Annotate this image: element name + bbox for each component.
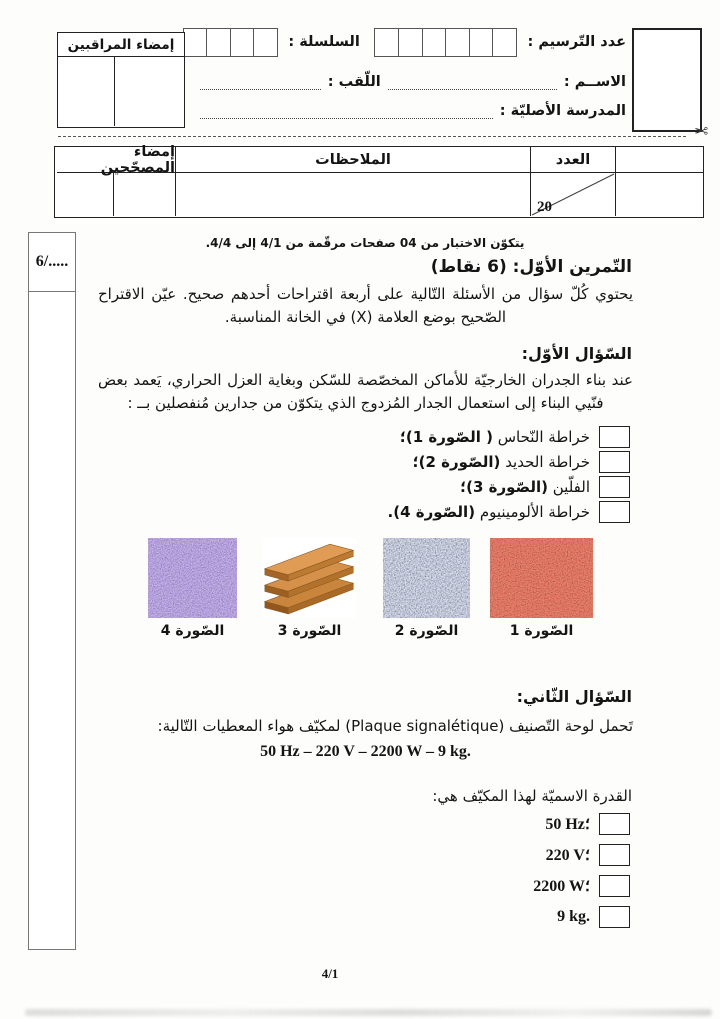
page-number: 4/1: [321, 966, 339, 981]
iron-shavings-photo: [383, 538, 470, 618]
q2-option-2: [533, 844, 630, 865]
remarks-cell[interactable]: [175, 173, 530, 216]
marks-empty-cell[interactable]: [615, 173, 703, 216]
corrector-signature-cell-1[interactable]: [57, 173, 114, 216]
invigilator-signature-cell-2[interactable]: [115, 57, 184, 126]
q1-option-4-ref: (الصّورة 4).: [387, 502, 476, 521]
q2-option-3-checkbox[interactable]: [599, 875, 630, 897]
pages-note: يتكوّن الاختبار من 04 صفحات مرقّمة من 4/1 إلى 4/4.: [205, 236, 525, 250]
surname-label: اللّقب :: [327, 74, 381, 90]
name-label: الاســم :: [563, 74, 626, 90]
name-row: [200, 70, 626, 94]
invigilator-signature-cell-1[interactable]: [58, 57, 115, 126]
marks-col-correctors: إمضاء المصحّحين: [57, 147, 175, 173]
q2-option-1-label: 50 Hz؛: [545, 815, 590, 833]
surname-input-line[interactable]: [200, 74, 321, 90]
q1-option-2: [388, 451, 630, 472]
q2-option-3-label: 2200 W؛: [533, 877, 590, 895]
q1-option-1-label: خراطة النّحاس: [497, 427, 590, 446]
q2-option-2-label: 220 V؛: [545, 846, 590, 864]
figure-1: [490, 538, 593, 639]
registration-digit-boxes[interactable]: [376, 28, 518, 57]
scan-smudge: [25, 1009, 712, 1016]
figure-2: [383, 538, 470, 639]
q1-option-3: [388, 476, 630, 497]
series-label: السلسلة :: [288, 34, 360, 50]
question2-text: تَحمل لوحة التّصنيف (Plaque signalétique) لمكيّف هواء المعطيات التّالية:: [157, 717, 633, 735]
total-mark: 20: [537, 199, 552, 215]
q1-option-4-label: خراطة الألومينيوم: [479, 502, 590, 521]
q1-option-4-checkbox[interactable]: [599, 501, 630, 523]
copper-shavings-photo: [490, 538, 593, 618]
aluminium-shavings-photo: [148, 538, 237, 618]
school-row: [200, 99, 626, 123]
series-digit-boxes[interactable]: [184, 28, 278, 57]
corrector-signature-cell-2[interactable]: [114, 173, 175, 216]
figure-4-label: الصّورة 4: [160, 623, 225, 639]
question2-title: السّؤال الثّاني:: [516, 687, 632, 706]
q1-option-1-ref: ( الصّورة 1)؛: [399, 427, 493, 446]
q1-option-2-ref: (الصّورة 2)؛: [412, 452, 501, 471]
q1-option-3-ref: (الصّورة 3)؛: [460, 477, 548, 496]
q2-option-4-checkbox[interactable]: [599, 906, 630, 928]
marks-table: [54, 143, 704, 218]
cork-panels-photo: [263, 538, 356, 618]
school-input-line[interactable]: [200, 103, 493, 119]
q2-option-3: [533, 875, 630, 896]
mark-total-cell[interactable]: [530, 173, 615, 216]
nameplate-data-line: 50 Hz – 220 V – 2200 W – 9 kg.: [260, 743, 471, 760]
figure-3: [263, 538, 356, 639]
exercise-score-box[interactable]: 6/.....: [29, 233, 75, 292]
q1-option-3-checkbox[interactable]: [599, 476, 630, 498]
question1-text: عند بناء الجدران الخارجيّة للأماكن المخصّصة للسّكن وبغاية العزل الحراري، يَعمد بعض فنّيي البناء إلى استعمال الجدار المُزدوج الذي يتكوّن من جدارين مُنفصلين بــ :: [98, 371, 633, 413]
name-input-line[interactable]: [388, 74, 557, 90]
registration-label: عدد التّرسيم :: [527, 34, 626, 50]
marks-corner-cell: [615, 147, 703, 173]
q2-option-4-label: 9 kg.: [557, 907, 590, 925]
q1-option-2-checkbox[interactable]: [599, 451, 630, 473]
school-label: المدرسة الأصليّة :: [499, 103, 626, 119]
figure-1-label: الصّورة 1: [509, 623, 574, 639]
exercise1-title: التّمرين الأوّل: (6 نقاط): [430, 257, 632, 277]
figure-2-label: الصّورة 2: [394, 623, 459, 639]
q2-option-1: [533, 813, 630, 834]
invigilators-signature-box: [57, 32, 185, 128]
question2-prompt: القدرة الاسميّة لهذا المكيّف هي:: [432, 787, 632, 805]
question1-options: [388, 426, 630, 526]
q1-option-4: [388, 501, 630, 522]
margin-strip: [28, 232, 76, 950]
q2-option-4: [533, 906, 630, 927]
exercise1-intro: يحتوي كُلّ سؤال من الأسئلة التّالية على أربعة اقتراحات أحدهم صحيح. عيّن الاقتراح الصّحيح بوضع العلامة (X) في الخانة المناسبة.: [98, 285, 633, 327]
question2-options: [533, 813, 630, 937]
q2-option-2-checkbox[interactable]: [599, 844, 630, 866]
scissors-icon: ✂: [693, 122, 708, 142]
q1-option-3-label: الفلّين: [552, 477, 590, 496]
figure-4: [148, 538, 237, 639]
stamp-box: [632, 28, 702, 132]
q2-option-1-checkbox[interactable]: [599, 813, 630, 835]
q1-option-1-checkbox[interactable]: [599, 426, 630, 448]
q1-option-1: [388, 426, 630, 447]
invigilators-box-title: إمضاء المراقبين: [58, 33, 184, 57]
marks-col-remarks: الملاحظات: [175, 147, 530, 173]
registration-row: [200, 27, 626, 57]
figure-3-label: الصّورة 3: [277, 623, 342, 639]
marks-col-mark: العدد: [530, 147, 615, 173]
q1-option-2-label: خراطة الحديد: [505, 452, 590, 471]
correctors-signature-cells: [57, 173, 175, 216]
cut-line: [58, 136, 686, 137]
question1-title: السّؤال الأوّل:: [521, 344, 632, 363]
